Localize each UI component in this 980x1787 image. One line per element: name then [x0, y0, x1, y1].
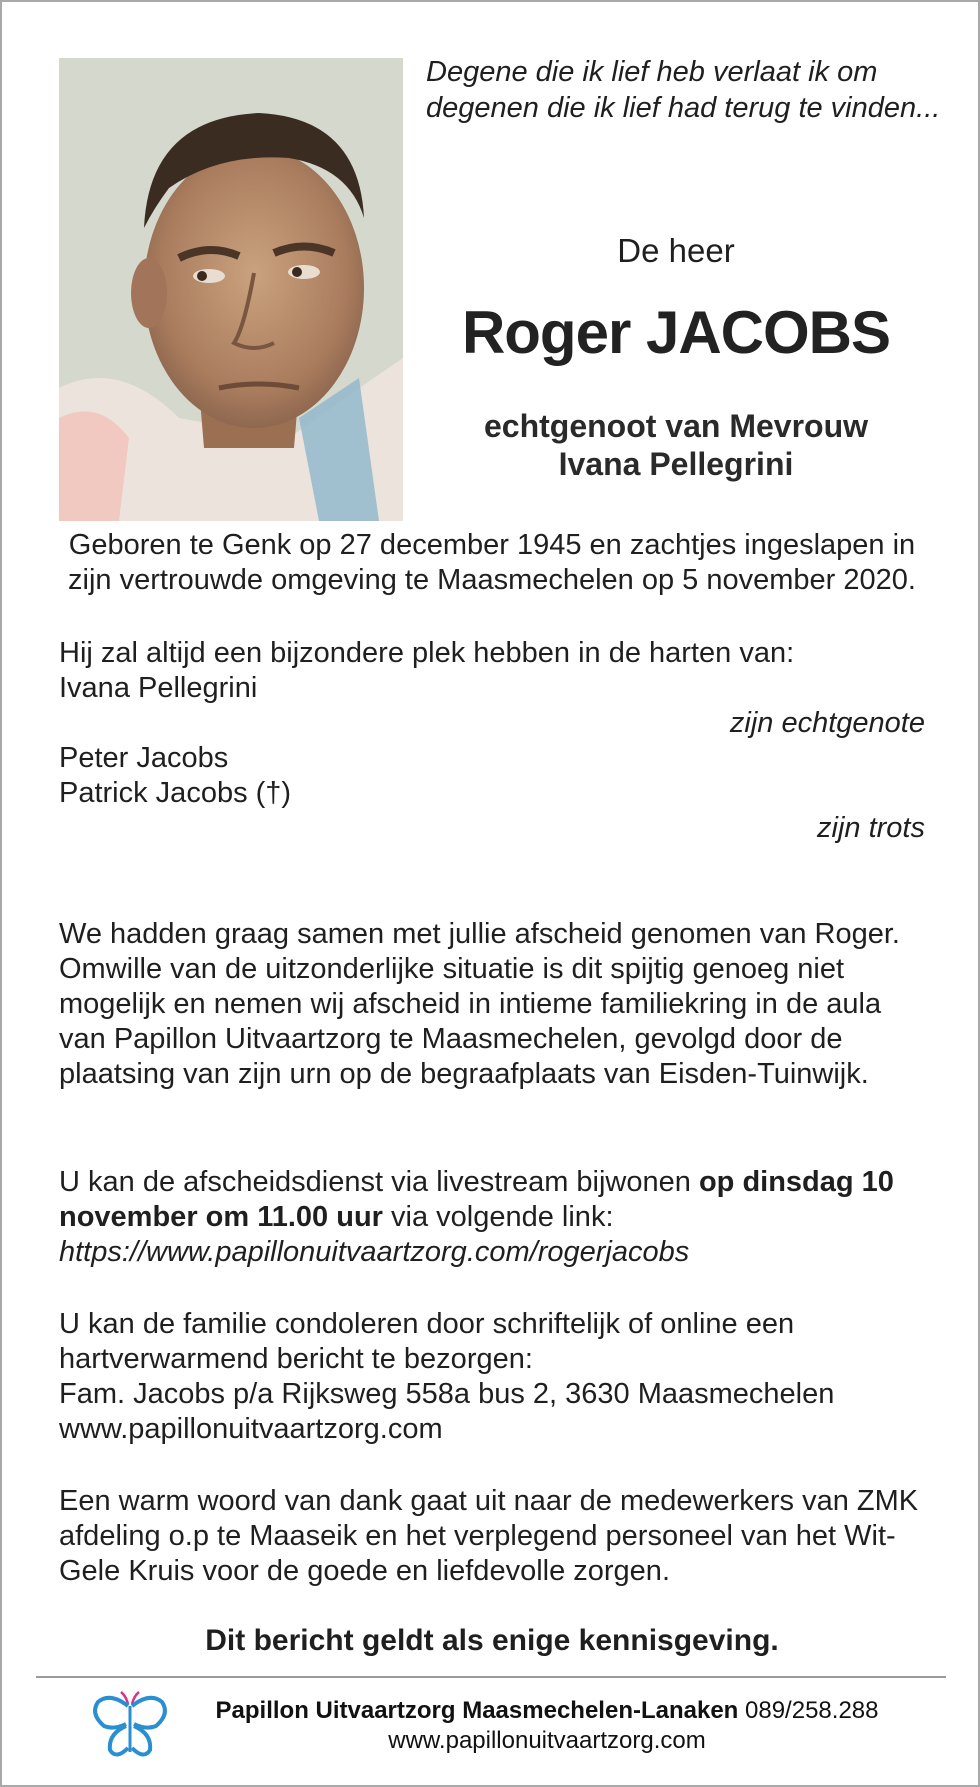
birth-death-text: Geboren te Genk op 27 december 1945 en zachtjes ingeslapen in zijn vertrouwde omgeving te Maasmechelen op 5 november 2020.	[68, 529, 916, 596]
title-prefix: De heer	[617, 232, 735, 269]
spouse-line-2: Ivana Pellegrini	[558, 446, 794, 482]
footer-phone: 089/258.288	[745, 1697, 879, 1724]
memorial-quote: Degene die ik lief heb verlaat ik om degenen die ik lief had terug te vinden...	[426, 56, 941, 124]
portrait-photo	[59, 58, 403, 521]
footer-divider	[36, 1676, 946, 1678]
livestream-info	[59, 1165, 925, 1270]
livestream-link[interactable]: https://www.papillonuitvaartzorg.com/rogerjacobs	[59, 1236, 690, 1268]
footer	[177, 1696, 917, 1756]
footer-web[interactable]: www.papillonuitvaartzorg.com	[388, 1727, 706, 1754]
condolence-text: U kan de familie condoleren door schriftelijk of online een hartverwarmend bericht te bezorgen:	[59, 1308, 795, 1375]
farewell-text: We hadden graag samen met jullie afscheid genomen van Roger. Omwille van de uitzonderlijke situatie is dit spijtig genoeg niet mogelijk en nemen wij afscheid in intieme familiekring in de aula van Papillon Uitvaartzorg te Maasmechelen, gevolgd door de plaatsing van zijn urn op de begraafplaats van Eisden-Tuinwijk.	[59, 918, 900, 1090]
livestream-pre: U kan de afscheidsdienst via livestream bijwonen	[59, 1166, 699, 1198]
thanks-text: Een warm woord van dank gaat uit naar de medewerkers van ZMK afdeling o.p te Maaseik en het verplegend personeel van het Wit-Gele Kruis voor de goede en liefdevolle zorgen.	[59, 1485, 919, 1587]
livestream-date: op dinsdag 10 november om 11.00 uur	[59, 1166, 894, 1233]
sons-role: zijn trots	[817, 812, 925, 844]
hearts-intro: Hij zal altijd een bijzondere plek hebben in de harten van:	[59, 637, 795, 669]
condolence-info	[59, 1307, 925, 1447]
deceased-name: Roger JACOBS	[461, 299, 891, 366]
spouse-line-1: echtgenoot van Mevrouw	[483, 408, 869, 444]
son-2: Patrick Jacobs (†)	[59, 777, 292, 809]
son-1: Peter Jacobs	[59, 742, 229, 774]
wife-name: Ivana Pellegrini	[59, 672, 258, 704]
footer-company: Papillon Uitvaartzorg Maasmechelen-Lanaken	[215, 1697, 739, 1724]
portrait-illustration	[59, 58, 403, 521]
condolence-address: Fam. Jacobs p/a Rijksweg 558a bus 2, 3630 Maasmechelen	[59, 1378, 835, 1410]
wife-role: zijn echtgenote	[729, 707, 925, 739]
condolence-web[interactable]: www.papillonuitvaartzorg.com	[59, 1413, 443, 1445]
livestream-post: via volgende link:	[382, 1201, 614, 1233]
notice-text: Dit bericht geldt als enige kennisgeving.	[205, 1624, 779, 1657]
spouse-line	[426, 407, 926, 483]
butterfly-logo-icon	[90, 1690, 170, 1762]
family-list	[59, 636, 925, 846]
